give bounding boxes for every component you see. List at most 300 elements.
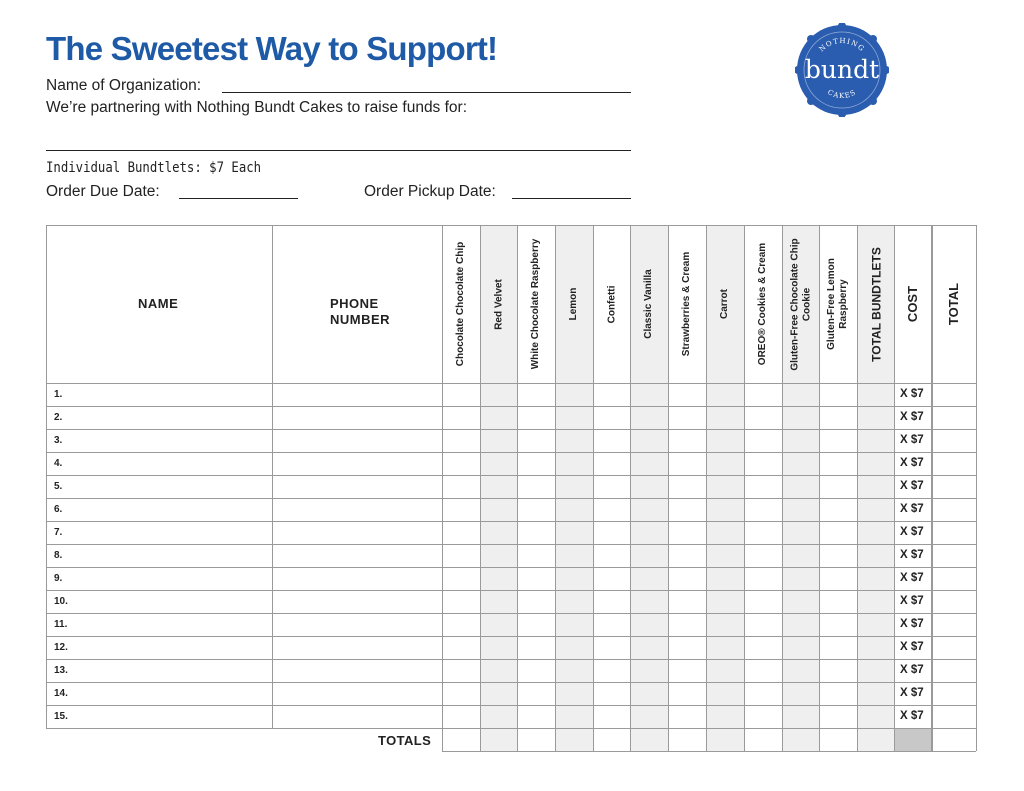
quantity-input[interactable] xyxy=(630,682,668,705)
quantity-input[interactable] xyxy=(744,498,782,521)
row-total-input[interactable] xyxy=(932,475,976,498)
quantity-input[interactable] xyxy=(593,659,630,682)
quantity-input[interactable] xyxy=(555,452,593,475)
row-total-input[interactable] xyxy=(932,682,976,705)
column-total-input[interactable] xyxy=(668,728,706,751)
quantity-input[interactable] xyxy=(555,682,593,705)
row-number: 12. xyxy=(54,642,68,653)
quantity-input[interactable] xyxy=(819,475,857,498)
org-label: Name of Organization: xyxy=(46,77,202,94)
flavor-header-10: Gluten-Free Chocolate Chip Cookie xyxy=(788,237,812,371)
quantity-input[interactable] xyxy=(517,659,555,682)
name-input[interactable] xyxy=(46,567,272,590)
column-total-input[interactable] xyxy=(744,728,782,751)
nothing-bundt-cakes-logo xyxy=(795,23,889,117)
cost-label: X $7 xyxy=(900,572,924,584)
phone-input[interactable] xyxy=(272,613,442,636)
quantity-input[interactable] xyxy=(857,682,894,705)
quantity-input[interactable] xyxy=(442,406,480,429)
quantity-input[interactable] xyxy=(819,613,857,636)
quantity-input[interactable] xyxy=(593,567,630,590)
quantity-input[interactable] xyxy=(782,475,819,498)
quantity-input[interactable] xyxy=(630,383,668,406)
quantity-input[interactable] xyxy=(668,613,706,636)
phone-input[interactable] xyxy=(272,544,442,567)
quantity-input[interactable] xyxy=(744,613,782,636)
name-input[interactable] xyxy=(46,406,272,429)
quantity-input[interactable] xyxy=(517,705,555,728)
quantity-input[interactable] xyxy=(442,705,480,728)
column-total-input[interactable] xyxy=(480,728,517,751)
phone-header-line2: NUMBER xyxy=(330,312,391,327)
quantity-input[interactable] xyxy=(668,659,706,682)
quantity-input[interactable] xyxy=(442,452,480,475)
quantity-input[interactable] xyxy=(630,613,668,636)
row-total-input[interactable] xyxy=(932,567,976,590)
pickup-date-label: Order Pickup Date: xyxy=(364,183,496,200)
quantity-input[interactable] xyxy=(442,544,480,567)
quantity-input[interactable] xyxy=(782,659,819,682)
quantity-input[interactable] xyxy=(630,429,668,452)
row-number: 8. xyxy=(54,550,63,561)
row-number: 3. xyxy=(54,435,63,446)
cost-label: X $7 xyxy=(900,710,924,722)
quantity-input[interactable] xyxy=(857,521,894,544)
total-header: TOTAL xyxy=(946,282,961,326)
phone-input[interactable] xyxy=(272,521,442,544)
quantity-input[interactable] xyxy=(442,636,480,659)
flavor-header-7: Strawberries & Cream xyxy=(681,251,692,357)
quantity-input[interactable] xyxy=(706,682,744,705)
quantity-input[interactable] xyxy=(782,498,819,521)
quantity-input[interactable] xyxy=(706,521,744,544)
row-total-input[interactable] xyxy=(932,590,976,613)
due-date-field[interactable] xyxy=(179,198,298,199)
quantity-input[interactable] xyxy=(744,475,782,498)
quantity-input[interactable] xyxy=(630,406,668,429)
quantity-input[interactable] xyxy=(857,567,894,590)
quantity-input[interactable] xyxy=(857,544,894,567)
quantity-input[interactable] xyxy=(819,406,857,429)
quantity-input[interactable] xyxy=(782,682,819,705)
quantity-input[interactable] xyxy=(630,705,668,728)
quantity-input[interactable] xyxy=(517,636,555,659)
quantity-input[interactable] xyxy=(744,682,782,705)
quantity-input[interactable] xyxy=(668,406,706,429)
quantity-input[interactable] xyxy=(442,682,480,705)
quantity-input[interactable] xyxy=(782,521,819,544)
quantity-input[interactable] xyxy=(782,613,819,636)
row-number: 4. xyxy=(54,458,63,469)
row-total-input[interactable] xyxy=(932,406,976,429)
quantity-input[interactable] xyxy=(593,406,630,429)
quantity-input[interactable] xyxy=(480,521,517,544)
column-total-input[interactable] xyxy=(630,728,668,751)
quantity-input[interactable] xyxy=(819,682,857,705)
quantity-input[interactable] xyxy=(668,590,706,613)
column-total-input[interactable] xyxy=(706,728,744,751)
name-input[interactable] xyxy=(46,613,272,636)
quantity-input[interactable] xyxy=(706,429,744,452)
cost-label: X $7 xyxy=(900,388,924,400)
row-total-input[interactable] xyxy=(932,498,976,521)
quantity-input[interactable] xyxy=(782,636,819,659)
quantity-input[interactable] xyxy=(442,659,480,682)
quantity-input[interactable] xyxy=(782,452,819,475)
quantity-input[interactable] xyxy=(630,567,668,590)
name-input[interactable] xyxy=(46,682,272,705)
grand-total-input[interactable] xyxy=(932,728,976,751)
quantity-input[interactable] xyxy=(555,705,593,728)
quantity-input[interactable] xyxy=(706,383,744,406)
phone-input[interactable] xyxy=(272,636,442,659)
quantity-input[interactable] xyxy=(782,383,819,406)
quantity-input[interactable] xyxy=(593,705,630,728)
flavor-header-1: Chocolate Chocolate Chip xyxy=(455,241,466,367)
row-total-input[interactable] xyxy=(932,383,976,406)
quantity-input[interactable] xyxy=(668,544,706,567)
row-total-input[interactable] xyxy=(932,521,976,544)
partner-text: We’re partnering with Nothing Bundt Cakes to raise funds for: xyxy=(46,99,468,116)
quantity-input[interactable] xyxy=(706,498,744,521)
quantity-input[interactable] xyxy=(668,498,706,521)
quantity-input[interactable] xyxy=(555,544,593,567)
quantity-input[interactable] xyxy=(630,521,668,544)
quantity-input[interactable] xyxy=(480,544,517,567)
phone-input[interactable] xyxy=(272,475,442,498)
quantity-input[interactable] xyxy=(782,590,819,613)
pickup-date-field[interactable] xyxy=(512,198,631,199)
quantity-input[interactable] xyxy=(819,544,857,567)
cost-label: X $7 xyxy=(900,687,924,699)
logo-top-text: NOTHING xyxy=(817,36,867,54)
quantity-input[interactable] xyxy=(480,475,517,498)
quantity-input[interactable] xyxy=(819,590,857,613)
quantity-input[interactable] xyxy=(480,682,517,705)
quantity-input[interactable] xyxy=(630,452,668,475)
quantity-input[interactable] xyxy=(668,705,706,728)
quantity-input[interactable] xyxy=(555,659,593,682)
name-input[interactable] xyxy=(46,521,272,544)
quantity-input[interactable] xyxy=(442,590,480,613)
flavor-header-11: Gluten-Free Lemon Raspberry xyxy=(826,258,849,350)
phone-input[interactable] xyxy=(272,682,442,705)
cost-label: X $7 xyxy=(900,618,924,630)
name-header: NAME xyxy=(138,296,179,311)
quantity-input[interactable] xyxy=(630,475,668,498)
name-input[interactable] xyxy=(46,475,272,498)
quantity-input[interactable] xyxy=(593,452,630,475)
quantity-input[interactable] xyxy=(630,636,668,659)
page-title: The Sweetest Way to Support! xyxy=(46,30,498,67)
column-total-input[interactable] xyxy=(442,728,480,751)
quantity-input[interactable] xyxy=(517,567,555,590)
row-number: 2. xyxy=(54,412,63,423)
quantity-input[interactable] xyxy=(480,567,517,590)
row-divider xyxy=(442,751,976,752)
row-number: 11. xyxy=(54,619,68,630)
row-divider xyxy=(46,225,976,226)
name-input[interactable] xyxy=(46,383,272,406)
column-total-input[interactable] xyxy=(517,728,555,751)
quantity-input[interactable] xyxy=(819,452,857,475)
row-number: 7. xyxy=(54,527,63,538)
quantity-input[interactable] xyxy=(480,498,517,521)
quantity-input[interactable] xyxy=(819,705,857,728)
quantity-input[interactable] xyxy=(517,521,555,544)
quantity-input[interactable] xyxy=(593,498,630,521)
phone-input[interactable] xyxy=(272,590,442,613)
quantity-input[interactable] xyxy=(857,452,894,475)
phone-header-line1: PHONE xyxy=(330,296,379,311)
quantity-input[interactable] xyxy=(593,636,630,659)
quantity-input[interactable] xyxy=(517,383,555,406)
name-input[interactable] xyxy=(46,705,272,728)
quantity-input[interactable] xyxy=(517,613,555,636)
quantity-input[interactable] xyxy=(480,613,517,636)
quantity-input[interactable] xyxy=(744,406,782,429)
quantity-input[interactable] xyxy=(480,636,517,659)
phone-input[interactable] xyxy=(272,429,442,452)
quantity-input[interactable] xyxy=(668,429,706,452)
quantity-input[interactable] xyxy=(782,705,819,728)
quantity-input[interactable] xyxy=(706,705,744,728)
column-total-input[interactable] xyxy=(782,728,819,751)
quantity-input[interactable] xyxy=(630,544,668,567)
quantity-input[interactable] xyxy=(668,682,706,705)
quantity-input[interactable] xyxy=(555,567,593,590)
cost-label: X $7 xyxy=(900,549,924,561)
flavor-header-2: Red Velvet xyxy=(492,278,504,330)
quantity-input[interactable] xyxy=(744,567,782,590)
column-total-input[interactable] xyxy=(555,728,593,751)
quantity-input[interactable] xyxy=(706,567,744,590)
name-input[interactable] xyxy=(46,590,272,613)
row-total-input[interactable] xyxy=(932,636,976,659)
quantity-input[interactable] xyxy=(442,383,480,406)
quantity-input[interactable] xyxy=(555,636,593,659)
phone-input[interactable] xyxy=(272,406,442,429)
due-date-label: Order Due Date: xyxy=(46,183,160,200)
phone-input[interactable] xyxy=(272,452,442,475)
cost-label: X $7 xyxy=(900,595,924,607)
row-total-input[interactable] xyxy=(932,705,976,728)
name-input[interactable] xyxy=(46,452,272,475)
quantity-input[interactable] xyxy=(668,636,706,659)
quantity-input[interactable] xyxy=(857,705,894,728)
quantity-input[interactable] xyxy=(819,636,857,659)
phone-input[interactable] xyxy=(272,659,442,682)
quantity-input[interactable] xyxy=(555,475,593,498)
quantity-input[interactable] xyxy=(857,613,894,636)
cause-field[interactable] xyxy=(46,150,631,151)
quantity-input[interactable] xyxy=(706,590,744,613)
row-total-input[interactable] xyxy=(932,613,976,636)
phone-input[interactable] xyxy=(272,705,442,728)
quantity-input[interactable] xyxy=(593,544,630,567)
quantity-input[interactable] xyxy=(668,567,706,590)
name-input[interactable] xyxy=(46,498,272,521)
quantity-input[interactable] xyxy=(480,406,517,429)
quantity-input[interactable] xyxy=(782,544,819,567)
quantity-input[interactable] xyxy=(593,521,630,544)
quantity-input[interactable] xyxy=(782,567,819,590)
quantity-input[interactable] xyxy=(517,498,555,521)
quantity-input[interactable] xyxy=(744,659,782,682)
quantity-input[interactable] xyxy=(517,452,555,475)
quantity-input[interactable] xyxy=(819,521,857,544)
row-number: 9. xyxy=(54,573,63,584)
quantity-input[interactable] xyxy=(706,613,744,636)
quantity-input[interactable] xyxy=(630,498,668,521)
quantity-input[interactable] xyxy=(442,567,480,590)
quantity-input[interactable] xyxy=(744,452,782,475)
phone-input[interactable] xyxy=(272,383,442,406)
quantity-input[interactable] xyxy=(442,498,480,521)
row-number: 15. xyxy=(54,711,68,722)
quantity-input[interactable] xyxy=(593,682,630,705)
quantity-input[interactable] xyxy=(517,682,555,705)
quantity-input[interactable] xyxy=(517,406,555,429)
quantity-input[interactable] xyxy=(706,659,744,682)
quantity-input[interactable] xyxy=(517,590,555,613)
name-input[interactable] xyxy=(46,429,272,452)
cost-label: X $7 xyxy=(900,641,924,653)
column-total-input[interactable] xyxy=(819,728,857,751)
quantity-input[interactable] xyxy=(442,475,480,498)
quantity-input[interactable] xyxy=(593,590,630,613)
row-total-input[interactable] xyxy=(932,429,976,452)
quantity-input[interactable] xyxy=(706,452,744,475)
quantity-input[interactable] xyxy=(480,705,517,728)
column-total-input[interactable] xyxy=(857,728,894,751)
quantity-input[interactable] xyxy=(857,429,894,452)
quantity-input[interactable] xyxy=(744,521,782,544)
row-number: 13. xyxy=(54,665,68,676)
quantity-input[interactable] xyxy=(668,383,706,406)
quantity-input[interactable] xyxy=(857,406,894,429)
cost-label: X $7 xyxy=(900,457,924,469)
quantity-input[interactable] xyxy=(857,498,894,521)
phone-input[interactable] xyxy=(272,567,442,590)
quantity-input[interactable] xyxy=(857,590,894,613)
row-number: 5. xyxy=(54,481,63,492)
quantity-input[interactable] xyxy=(819,383,857,406)
quantity-input[interactable] xyxy=(857,659,894,682)
quantity-input[interactable] xyxy=(706,636,744,659)
quantity-input[interactable] xyxy=(744,544,782,567)
quantity-input[interactable] xyxy=(819,498,857,521)
quantity-input[interactable] xyxy=(706,475,744,498)
quantity-input[interactable] xyxy=(442,521,480,544)
quantity-input[interactable] xyxy=(593,383,630,406)
quantity-input[interactable] xyxy=(857,383,894,406)
row-number: 10. xyxy=(54,596,68,607)
quantity-input[interactable] xyxy=(857,475,894,498)
quantity-input[interactable] xyxy=(480,452,517,475)
row-total-input[interactable] xyxy=(932,452,976,475)
quantity-input[interactable] xyxy=(819,567,857,590)
quantity-input[interactable] xyxy=(593,613,630,636)
row-total-input[interactable] xyxy=(932,544,976,567)
quantity-input[interactable] xyxy=(555,498,593,521)
quantity-input[interactable] xyxy=(480,659,517,682)
quantity-input[interactable] xyxy=(706,544,744,567)
quantity-input[interactable] xyxy=(744,383,782,406)
quantity-input[interactable] xyxy=(706,406,744,429)
totals-cost-cell xyxy=(894,728,932,751)
quantity-input[interactable] xyxy=(480,429,517,452)
cost-label: X $7 xyxy=(900,503,924,515)
name-input[interactable] xyxy=(46,636,272,659)
cost-label: X $7 xyxy=(900,664,924,676)
flavor-header-9: OREO® Cookies & Cream xyxy=(757,242,768,366)
quantity-input[interactable] xyxy=(744,590,782,613)
column-divider xyxy=(976,225,977,751)
quantity-input[interactable] xyxy=(744,705,782,728)
quantity-input[interactable] xyxy=(517,544,555,567)
quantity-input[interactable] xyxy=(819,429,857,452)
quantity-input[interactable] xyxy=(480,383,517,406)
quantity-input[interactable] xyxy=(744,429,782,452)
quantity-input[interactable] xyxy=(857,636,894,659)
quantity-input[interactable] xyxy=(555,406,593,429)
name-input[interactable] xyxy=(46,659,272,682)
quantity-input[interactable] xyxy=(668,521,706,544)
row-number: 1. xyxy=(54,389,63,400)
quantity-input[interactable] xyxy=(555,521,593,544)
quantity-input[interactable] xyxy=(782,406,819,429)
quantity-input[interactable] xyxy=(782,429,819,452)
quantity-input[interactable] xyxy=(517,475,555,498)
org-name-field[interactable] xyxy=(222,92,631,93)
column-total-input[interactable] xyxy=(593,728,630,751)
flavor-header-5: Confetti xyxy=(605,285,617,323)
quantity-input[interactable] xyxy=(630,659,668,682)
row-total-input[interactable] xyxy=(932,659,976,682)
quantity-input[interactable] xyxy=(819,659,857,682)
quantity-input[interactable] xyxy=(555,590,593,613)
quantity-input[interactable] xyxy=(593,429,630,452)
logo-bottom-text: CAKES xyxy=(826,88,858,101)
row-number: 6. xyxy=(54,504,63,515)
quantity-input[interactable] xyxy=(442,429,480,452)
flavor-header-3: White Chocolate Raspberry xyxy=(530,238,541,370)
order-table xyxy=(46,225,976,751)
phone-input[interactable] xyxy=(272,498,442,521)
quantity-input[interactable] xyxy=(668,452,706,475)
quantity-input[interactable] xyxy=(630,590,668,613)
quantity-input[interactable] xyxy=(668,475,706,498)
quantity-input[interactable] xyxy=(442,613,480,636)
quantity-input[interactable] xyxy=(517,429,555,452)
quantity-input[interactable] xyxy=(593,475,630,498)
row-number: 14. xyxy=(54,688,68,699)
phone-header xyxy=(330,296,390,328)
quantity-input[interactable] xyxy=(555,383,593,406)
flavor-header-8: Carrot xyxy=(719,289,730,320)
quantity-input[interactable] xyxy=(555,429,593,452)
name-input[interactable] xyxy=(46,544,272,567)
flavor-header-6: Classic Vanilla xyxy=(643,269,654,339)
flavor-header-4: Lemon xyxy=(568,287,579,321)
totals-label: TOTALS xyxy=(378,733,432,748)
quantity-input[interactable] xyxy=(480,590,517,613)
cost-label: X $7 xyxy=(900,434,924,446)
quantity-input[interactable] xyxy=(555,613,593,636)
cost-header: COST xyxy=(905,285,920,323)
quantity-input[interactable] xyxy=(744,636,782,659)
